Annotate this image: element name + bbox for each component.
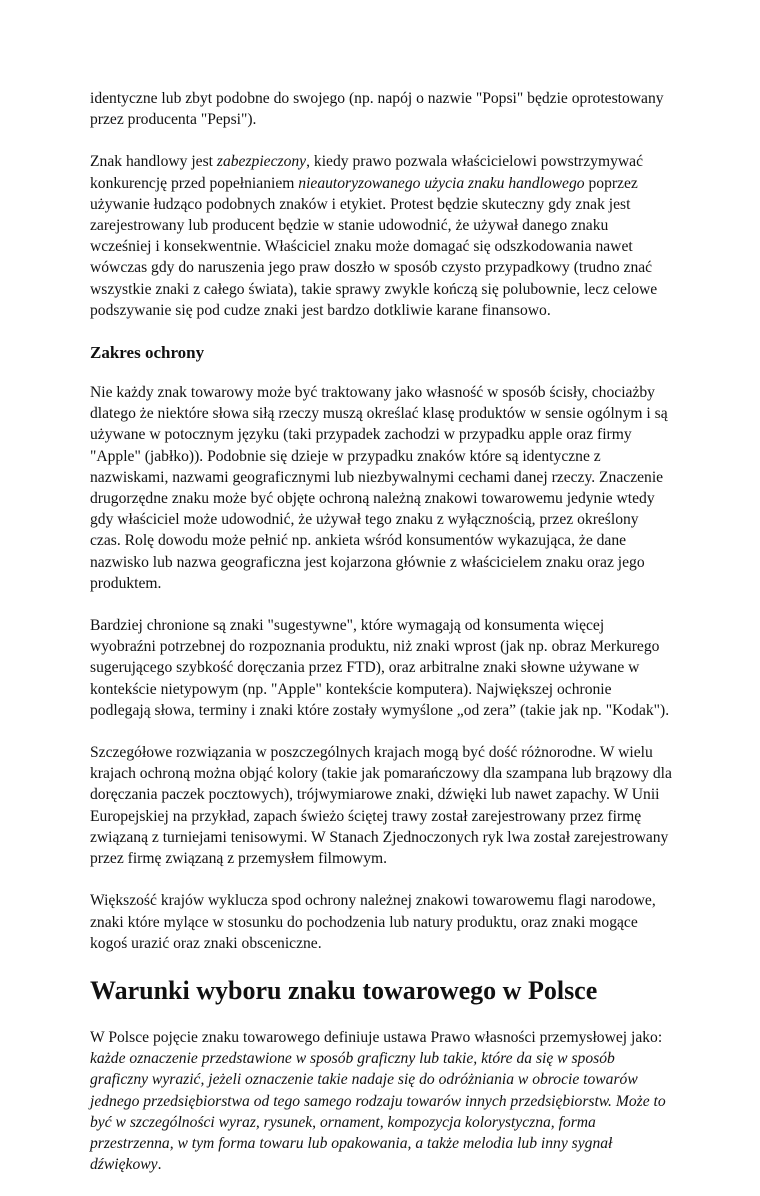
section-heading-scope: Zakres ochrony — [90, 343, 205, 363]
italic-term-unauthorized-use: nieautoryzowanego użycia znaku handlowego — [298, 174, 585, 192]
paragraph-detailed: Szczegółowe rozwiązania w poszczególnych krajach mogą być dość różnorodne. W wielu krajach ochroną można objąć kolory (takie jak pomarańczowy dla szampana lub brązowy dla doręczania paczek pocztowych), trójwymiarowe znaki, dźwięki lub nawet zapachy. W Unii Europejskiej na przykład, zapach świeżo ściętej trawy został zarejestrowany przez firmę związaną z turniejami tenisowymi. W Stanach Zjednoczonych ryk lwa został zarejestrowany przez firmę związaną z przemysłem filmowym. — [90, 744, 672, 868]
italic-legal-definition: każde oznaczenie przedstawione w sposób graficzny lub takie, które da się w sposób graficzny wyrazić, jeżeli oznaczenie takie nadaje się do odróżniania w obrocie towarów jednego przedsiębiorstwa od tego samego rodzaju towarów innych przedsiębiorstw. Może to być w szczególności wyraz, rysunek, ornament, kompozycja kolorystyczna, forma przestrzenna, w tym forma towaru lub opakowania, a także melodia lub inny sygnał dźwiękowy — [90, 1050, 666, 1174]
text-run: . — [157, 1156, 162, 1174]
text-run: poprzez używanie łudząco podobnych znaków i etykiet. Protest będzie skuteczny gdy znak jest zarejestrowany lub producent będzie w stanie udowodnić, że używał danego znaku wcześniej i konsekwentnie. Właściciel znaku może domagać się odszkodowania nawet wówczas gdy do naruszenia jego praw doszło w sposób czysto przypadkowy (trudno znać wszystkie znaki z całego świata), takie sprawy zwykle kończą się polubownie, lecz celowe podszywanie się pod cudze znaki jest bardzo dotkliwie karane finansowo. — [90, 174, 658, 319]
paragraph-intro: identyczne lub zbyt podobne do swojego (np. napój o nazwie "Popsi" będzie oprotestowany przez producenta "Pepsi"). — [90, 90, 664, 129]
section-heading-conditions: Warunki wyboru znaku towarowego w Polsce — [90, 975, 598, 1005]
italic-term-protected: zabezpieczony — [216, 153, 307, 171]
paragraph-protected-mark — [90, 151, 672, 321]
text-run: , kiedy prawo pozwala właścicielowi powstrzymywać konkurencję przed popełnianiem — [90, 153, 643, 192]
document-page — [90, 88, 672, 1196]
text-run: Znak handlowy jest — [90, 153, 217, 171]
text-run: W Polsce pojęcie znaku towarowego definiuje ustawa Prawo własności przemysłowej jako: — [90, 1028, 663, 1046]
paragraph-suggestive: Bardziej chronione są znaki "sugestywne", które wymagają od konsumenta więcej wyobraźni potrzebnej do rozpoznania produktu, niż znaki wprost (jak np. obraz Merkurego sugerującego szybkość doręczania przez FTD), oraz arbitralne znaki słowne używane w kontekście nietypowym (np. "Apple" kontekście komputera). Największej ochronie podlegają słowa, terminy i znaki które zostały wymyślone „od zera” (takie jak np. "Kodak"). — [90, 617, 670, 719]
paragraph-poland — [90, 1027, 672, 1175]
paragraph-excluded: Większość krajów wyklucza spod ochrony należnej znakowi towarowemu flagi narodowe, znaki które mylące w stosunku do pochodzenia lub natury produktu, oraz znaki mogące kogoś urazić oraz znaki obsceniczne. — [90, 892, 656, 952]
paragraph-scope: Nie każdy znak towarowy może być traktowany jako własność w sposób ścisły, chociażby dlatego że niektóre słowa siłą rzeczy muszą określać klasę produktów w sensie ogólnym i są używane w potocznym języku (taki przypadek zachodzi w przypadku apple oraz firmy "Apple" (jabłko)). Podobnie się dzieje w przypadku znaków które są identyczne z nazwiskami, nazwami geograficznymi lub niezbywalnymi cechami danej rzeczy. Znaczenie drugorzędne znaku może być objęte ochroną należną znakowi towarowemu jedynie wtedy gdy właściciel może udowodnić, że używał tego znaku z wyłącznością, przez określony czas. Rolę dowodu może pełnić np. ankieta wśród konsumentów wykazująca, że dane nazwisko lub nazwa geograficzna jest kojarzona głównie z właścicielem znaku oraz jego produktem. — [90, 384, 668, 592]
